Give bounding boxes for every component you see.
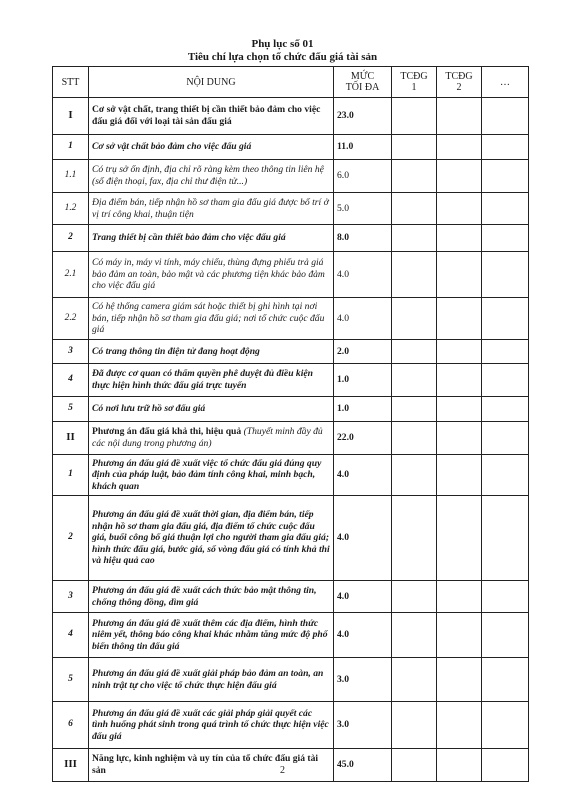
- row-content: Địa điểm bán, tiếp nhận hồ sơ tham gia đấu giá được bố trí ở vị trí công khai, thuận tiện: [89, 193, 334, 225]
- row-tcdg-1-cell: [392, 702, 437, 749]
- row-content: [89, 422, 334, 455]
- page-subtitle: Tiêu chí lựa chọn tổ chức đấu giá tài sản: [187, 51, 378, 63]
- row-max-score: 6.0: [334, 160, 392, 193]
- row-tcdg-1-cell: [392, 455, 437, 496]
- table-row: [53, 422, 529, 455]
- row-stt: 2.1: [53, 252, 89, 298]
- row-content: Có trụ sở ổn định, địa chỉ rõ ràng kèm theo thông tin liên hệ (số điện thoại, fax, địa chỉ thư điện tử...): [89, 160, 334, 193]
- table-row: [53, 340, 529, 364]
- row-max-score: 8.0: [334, 225, 392, 252]
- row-tcdg-2-cell: [437, 702, 482, 749]
- row-stt: II: [53, 422, 89, 455]
- table-row: [53, 298, 529, 340]
- row-stt: 1.2: [53, 193, 89, 225]
- row-tcdg-2-cell: [437, 455, 482, 496]
- table-row: [53, 581, 529, 613]
- row-more-cell: [482, 422, 529, 455]
- row-stt: 2: [53, 496, 89, 581]
- row-max-score: 3.0: [334, 702, 392, 749]
- row-more-cell: [482, 193, 529, 225]
- row-more-cell: [482, 225, 529, 252]
- row-more-cell: [482, 364, 529, 397]
- row-tcdg-1-cell: [392, 581, 437, 613]
- row-content: Năng lực, kinh nghiệm và uy tín của tổ chức đấu giá tài sản: [89, 749, 334, 782]
- row-stt: 3: [53, 340, 89, 364]
- row-tcdg-1-cell: [392, 193, 437, 225]
- row-content-note: (Thuyết minh đầy đủ các nội dung trong phương án): [92, 426, 323, 449]
- row-content: Cơ sở vật chất, trang thiết bị cần thiết bảo đảm cho việc đấu giá đối với loại tài sản đấu giá: [89, 98, 334, 135]
- row-content: Phương án đấu giá đề xuất thời gian, địa điểm bán, tiếp nhận hồ sơ tham gia đấu giá, địa điểm tổ chức cuộc đấu giá, buổi công bố giá thuận lợi cho người tham gia đấu giá; hình thức đấu giá, bước giá, số vòng đấu giá có tính khả thi và hiệu quả cao: [89, 496, 334, 581]
- header-tcdg-2-line2: 2: [456, 82, 462, 93]
- row-tcdg-2-cell: [437, 193, 482, 225]
- row-tcdg-2-cell: [437, 613, 482, 658]
- row-content: Có hệ thống camera giám sát hoặc thiết bị ghi hình tại nơi bán, tiếp nhận hồ sơ tham gia đấu giá; nơi tổ chức cuộc đấu giá: [89, 298, 334, 340]
- row-more-cell: [482, 160, 529, 193]
- row-tcdg-2-cell: [437, 422, 482, 455]
- header-content: NỘI DUNG: [89, 67, 334, 98]
- row-more-cell: [482, 397, 529, 422]
- row-tcdg-1-cell: [392, 364, 437, 397]
- row-max-score: 4.0: [334, 581, 392, 613]
- row-more-cell: [482, 455, 529, 496]
- header-max: [334, 67, 392, 98]
- row-content: Đã được cơ quan có thẩm quyền phê duyệt đủ điều kiện thực hiện hình thức đấu giá trực tuyến: [89, 364, 334, 397]
- row-tcdg-2-cell: [437, 364, 482, 397]
- header-max-line1: MỨC: [350, 71, 375, 82]
- header-tcdg-1-line2: 1: [411, 82, 417, 93]
- table-row: [53, 397, 529, 422]
- row-tcdg-2-cell: [437, 135, 482, 160]
- row-max-score: 11.0: [334, 135, 392, 160]
- row-max-score: 5.0: [334, 193, 392, 225]
- row-tcdg-2-cell: [437, 340, 482, 364]
- row-stt: 4: [53, 613, 89, 658]
- row-max-score: 22.0: [334, 422, 392, 455]
- row-max-score: 1.0: [334, 397, 392, 422]
- table-row: [53, 135, 529, 160]
- row-more-cell: [482, 98, 529, 135]
- row-max-score: 4.0: [334, 298, 392, 340]
- table-row: [53, 98, 529, 135]
- page-number: 2: [280, 765, 285, 776]
- table-row: [53, 225, 529, 252]
- row-tcdg-1-cell: [392, 658, 437, 702]
- row-more-cell: [482, 340, 529, 364]
- row-max-score: 1.0: [334, 364, 392, 397]
- row-tcdg-2-cell: [437, 160, 482, 193]
- table-row: [53, 160, 529, 193]
- row-max-score: 4.0: [334, 455, 392, 496]
- row-max-score: 4.0: [334, 252, 392, 298]
- row-max-score: 4.0: [334, 613, 392, 658]
- row-tcdg-1-cell: [392, 496, 437, 581]
- row-tcdg-1-cell: [392, 422, 437, 455]
- row-tcdg-1-cell: [392, 340, 437, 364]
- row-content: Phương án đấu giá đề xuất thêm các địa điểm, hình thức niêm yết, thông báo công khai khác nhằm tăng mức độ phổ biến thông tin đấu giá: [89, 613, 334, 658]
- header-tcdg-2: [437, 67, 482, 98]
- row-more-cell: [482, 613, 529, 658]
- row-content: Phương án đấu giá đề xuất việc tổ chức đấu giá đúng quy định của pháp luật, bảo đảm tính công khai, minh bạch, khách quan: [89, 455, 334, 496]
- criteria-table: [52, 66, 529, 782]
- table-row: [53, 496, 529, 581]
- table-row: [53, 702, 529, 749]
- row-content: Phương án đấu giá đề xuất các giải pháp giải quyết các tình huống phát sinh trong quá trình tổ chức thực hiện việc đấu giá: [89, 702, 334, 749]
- row-tcdg-2-cell: [437, 658, 482, 702]
- row-tcdg-2-cell: [437, 581, 482, 613]
- row-more-cell: [482, 496, 529, 581]
- header-more: …: [482, 67, 529, 98]
- header-tcdg-1: [392, 67, 437, 98]
- row-stt: 6: [53, 702, 89, 749]
- header-tcdg-2-line1: TCĐG: [445, 71, 473, 82]
- row-tcdg-2-cell: [437, 298, 482, 340]
- table-row: [53, 658, 529, 702]
- row-stt: 1: [53, 135, 89, 160]
- row-stt: 5: [53, 658, 89, 702]
- row-content: Phương án đấu giá đề xuất cách thức bảo mật thông tin, chống thông đồng, dìm giá: [89, 581, 334, 613]
- header-stt: STT: [53, 67, 89, 98]
- row-stt: III: [53, 749, 89, 782]
- row-tcdg-2-cell: [437, 496, 482, 581]
- page-title: Phụ lục số 01: [251, 38, 314, 50]
- table-header-row: [53, 67, 529, 98]
- row-more-cell: [482, 702, 529, 749]
- row-stt: 3: [53, 581, 89, 613]
- row-more-cell: [482, 252, 529, 298]
- row-max-score: 45.0: [334, 749, 392, 782]
- row-stt: I: [53, 98, 89, 135]
- table-row: [53, 252, 529, 298]
- row-tcdg-1-cell: [392, 135, 437, 160]
- table-row: [53, 364, 529, 397]
- row-stt: 5: [53, 397, 89, 422]
- row-stt: 4: [53, 364, 89, 397]
- row-tcdg-2-cell: [437, 252, 482, 298]
- row-tcdg-1-cell: [392, 613, 437, 658]
- row-tcdg-1-cell: [392, 397, 437, 422]
- row-max-score: 2.0: [334, 340, 392, 364]
- row-tcdg-2-cell: [437, 225, 482, 252]
- row-max-score: 23.0: [334, 98, 392, 135]
- row-max-score: 3.0: [334, 658, 392, 702]
- row-stt: 1: [53, 455, 89, 496]
- row-tcdg-1-cell: [392, 252, 437, 298]
- row-content: Phương án đấu giá đề xuất giải pháp bảo đảm an toàn, an ninh trật tự cho việc tổ chức thực hiện đấu giá: [89, 658, 334, 702]
- row-tcdg-1-cell: [392, 160, 437, 193]
- row-tcdg-1-cell: [392, 225, 437, 252]
- row-tcdg-2-cell: [437, 397, 482, 422]
- table-row: [53, 613, 529, 658]
- header-tcdg-1-line1: TCĐG: [400, 71, 428, 82]
- row-tcdg-1-cell: [392, 298, 437, 340]
- row-content: Cơ sở vật chất bảo đảm cho việc đấu giá: [89, 135, 334, 160]
- row-stt: 1.1: [53, 160, 89, 193]
- row-more-cell: [482, 298, 529, 340]
- row-stt: 2.2: [53, 298, 89, 340]
- row-more-cell: [482, 658, 529, 702]
- row-content: Có trang thông tin điện tử đang hoạt động: [89, 340, 334, 364]
- row-max-score: 4.0: [334, 496, 392, 581]
- row-content: Có nơi lưu trữ hồ sơ đấu giá: [89, 397, 334, 422]
- row-stt: 2: [53, 225, 89, 252]
- header-max-line2: TỐI ĐA: [345, 82, 380, 93]
- row-tcdg-2-cell: [437, 98, 482, 135]
- row-content: Có máy in, máy vi tính, máy chiếu, thùng đựng phiếu trả giá bảo đảm an toàn, bảo mật và các phương tiện khác bảo đảm cho việc đấu giá: [89, 252, 334, 298]
- table-row: [53, 455, 529, 496]
- row-more-cell: [482, 581, 529, 613]
- table-row: [53, 193, 529, 225]
- row-tcdg-1-cell: [392, 98, 437, 135]
- row-more-cell: [482, 135, 529, 160]
- row-content-main: Phương án đấu giá khả thi, hiệu quả: [92, 426, 242, 438]
- row-content: Trang thiết bị cần thiết bảo đảm cho việc đấu giá: [89, 225, 334, 252]
